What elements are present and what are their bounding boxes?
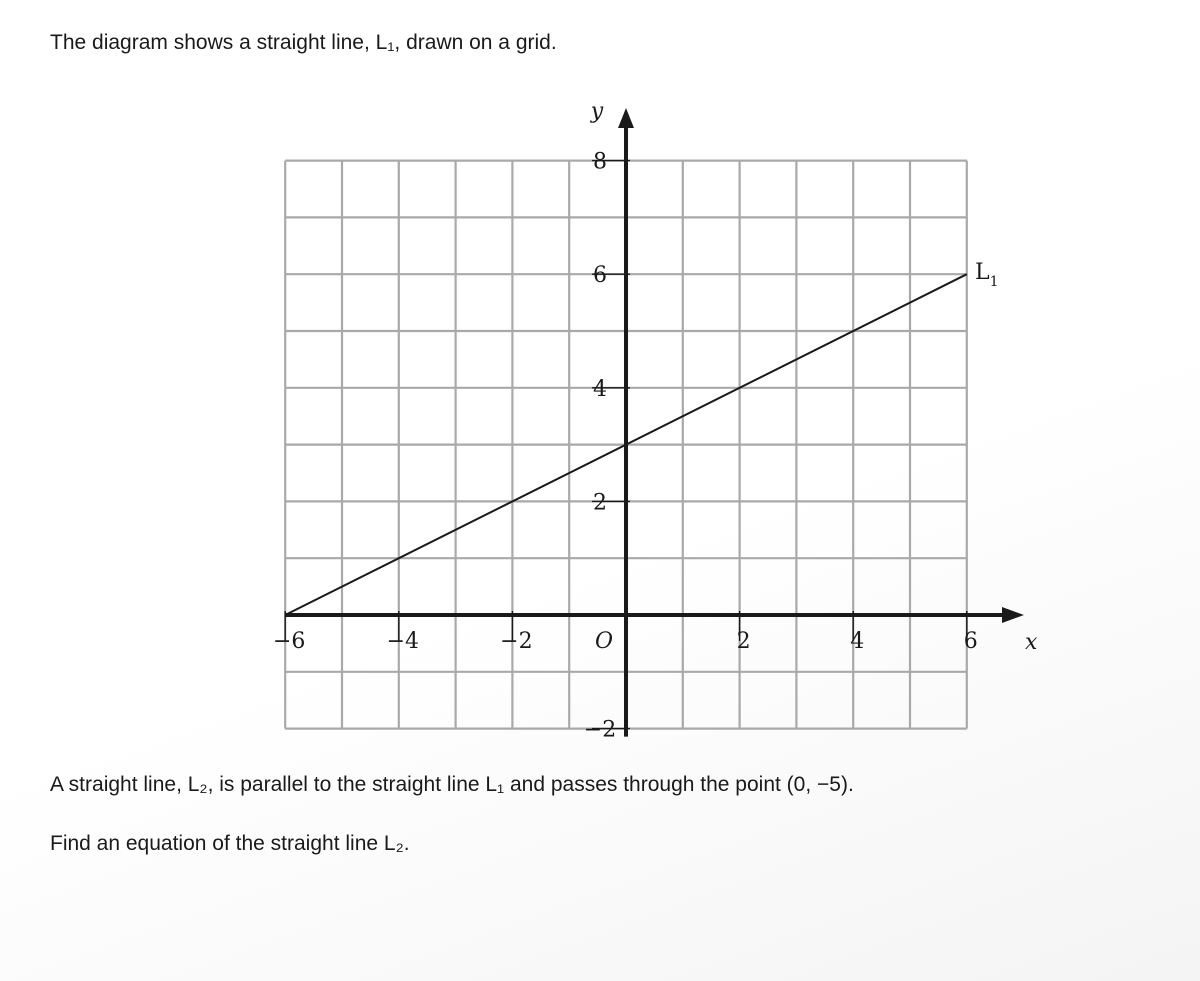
x-tick-label: −4 [386,629,420,654]
x-tick-label: −2 [500,629,533,654]
line-l1-label-subscript: 1 [989,274,999,290]
y-axis-label: y [590,99,604,124]
y-tick-label: −2 [583,717,617,743]
question-part-a: A straight line, L₂, is parallel to the straight line L₁ and passes through the point (0, −5). [50,773,854,796]
question-intro: The diagram shows a straight line, L₁, drawn on a grid. [50,31,557,54]
x-tick-label: −6 [272,629,306,654]
x-axis-label: x [1025,630,1038,655]
line-l1-label [975,260,999,290]
y-tick-label: 6 [593,263,607,289]
x-tick-label: 2 [736,629,751,654]
y-tick-label: 8 [593,149,607,175]
line-l1-label-letter: L [975,260,990,285]
y-tick-label: 2 [593,490,607,516]
y-axis-arrowhead [618,108,634,128]
x-axis-arrowhead [1002,607,1024,623]
y-tick-label: 4 [593,376,607,402]
question-part-b: Find an equation of the straight line L₂. [50,832,410,855]
x-tick-label: 4 [850,629,865,654]
origin-label: O [594,629,614,654]
x-tick-label: 6 [963,629,978,654]
